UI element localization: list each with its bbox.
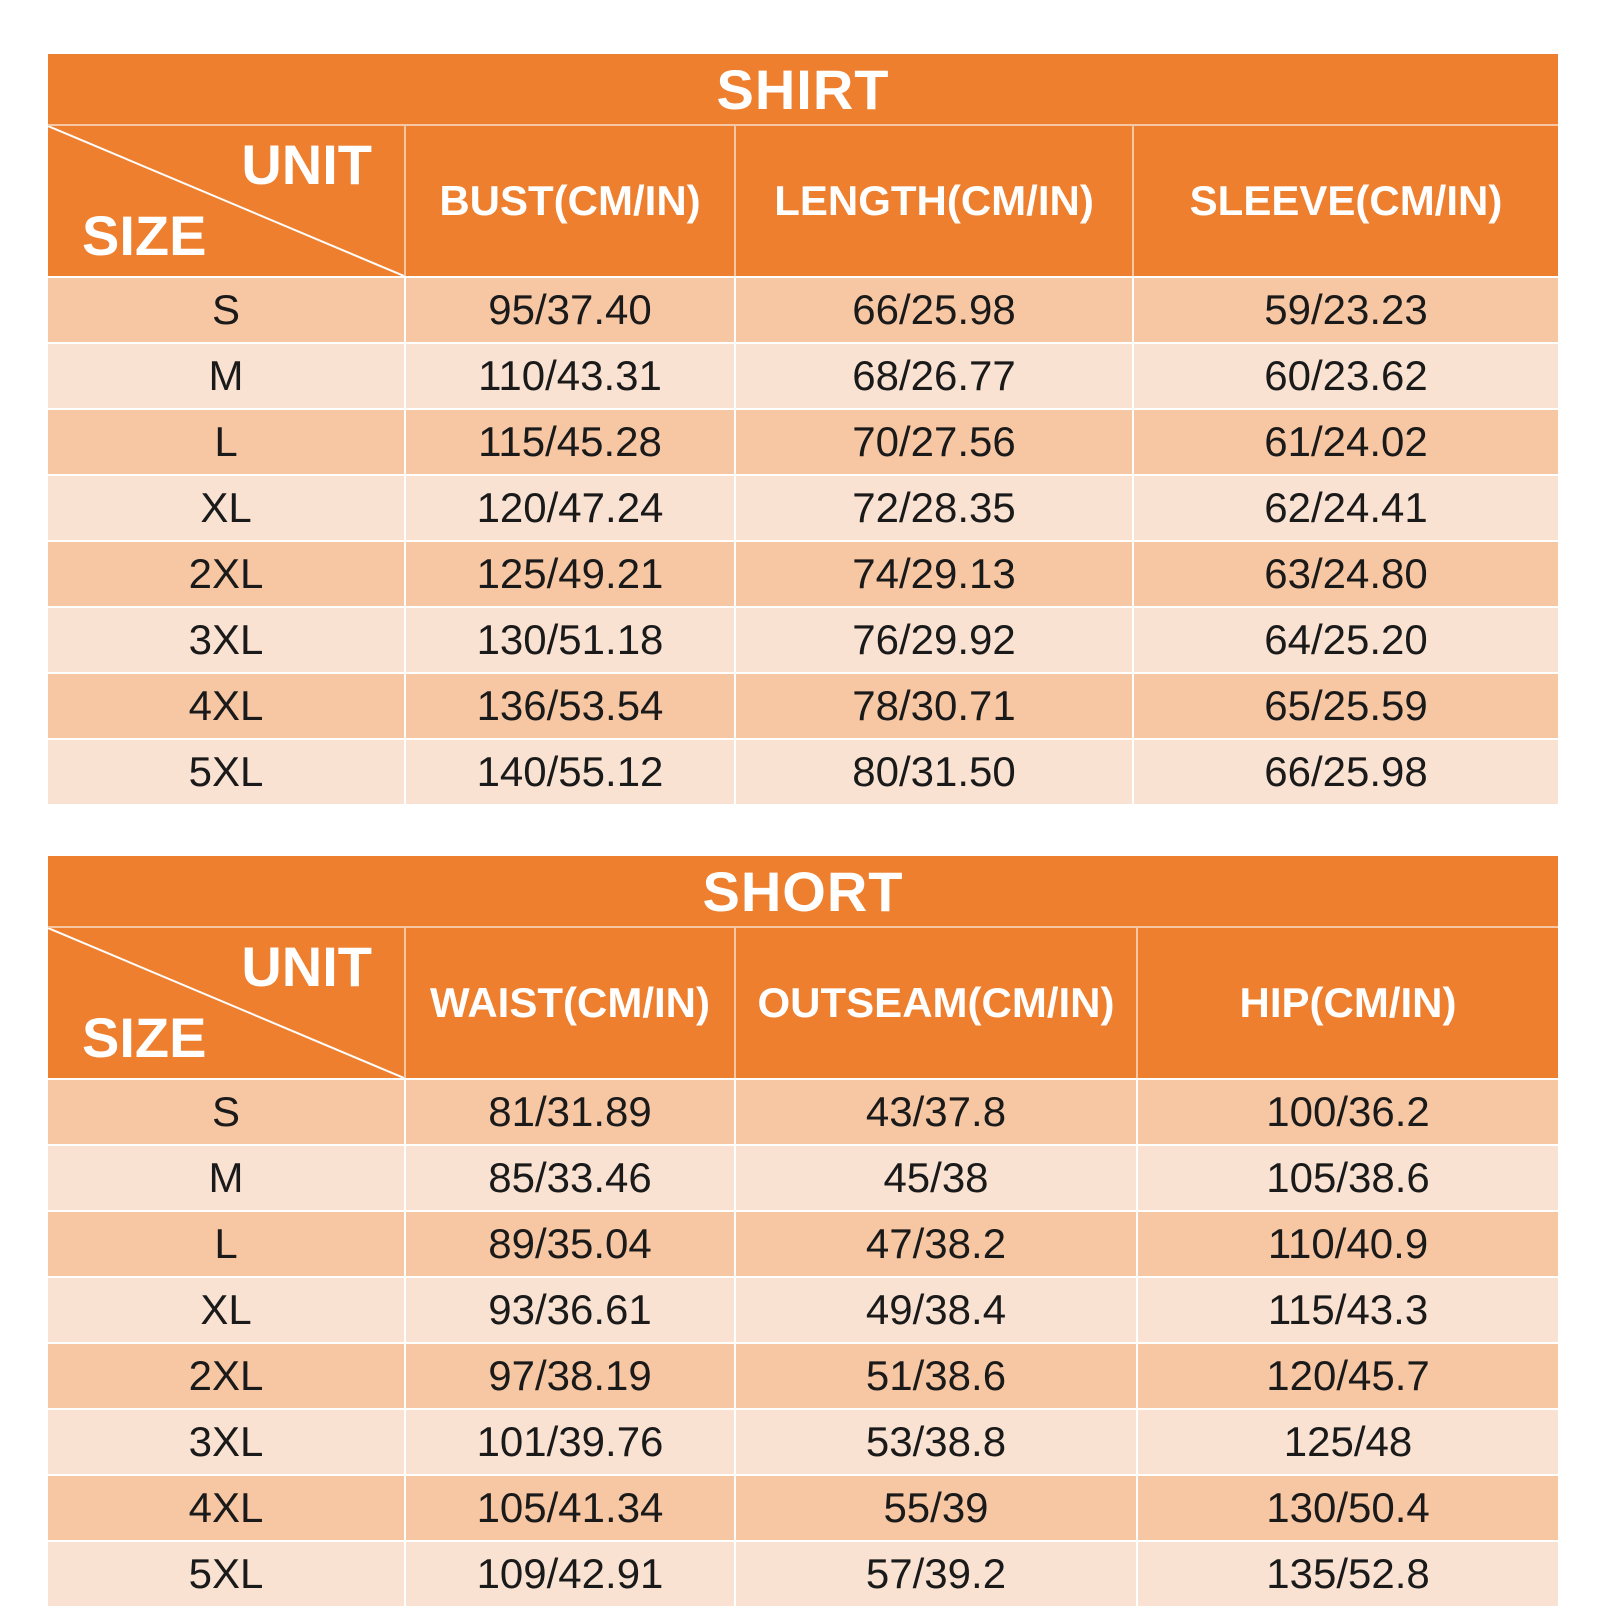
short-table-body — [48, 1078, 1558, 1606]
column-header-sleeve: SLEEVE(CM/IN) — [1132, 126, 1558, 276]
table-row — [48, 1078, 1558, 1144]
size-cell: 2XL — [48, 540, 404, 606]
short-corner-cell — [48, 928, 404, 1078]
table-row — [48, 606, 1558, 672]
outseam-cell: 47/38.2 — [734, 1210, 1136, 1276]
waist-cell: 105/41.34 — [404, 1474, 734, 1540]
outseam-cell: 43/37.8 — [734, 1078, 1136, 1144]
size-cell: 2XL — [48, 1342, 404, 1408]
size-label: SIZE — [82, 204, 207, 267]
column-header-hip: HIP(CM/IN) — [1136, 928, 1558, 1078]
table-row — [48, 1276, 1558, 1342]
table-row — [48, 474, 1558, 540]
size-cell: 3XL — [48, 606, 404, 672]
outseam-cell: 51/38.6 — [734, 1342, 1136, 1408]
size-cell: S — [48, 276, 404, 342]
waist-cell: 85/33.46 — [404, 1144, 734, 1210]
shirt-header-row — [48, 124, 1558, 276]
length-cell: 66/25.98 — [734, 276, 1132, 342]
length-cell: 74/29.13 — [734, 540, 1132, 606]
sleeve-cell: 64/25.20 — [1132, 606, 1558, 672]
waist-cell: 93/36.61 — [404, 1276, 734, 1342]
bust-cell: 95/37.40 — [404, 276, 734, 342]
unit-label: UNIT — [241, 935, 372, 998]
length-cell: 70/27.56 — [734, 408, 1132, 474]
sleeve-cell: 63/24.80 — [1132, 540, 1558, 606]
table-row — [48, 1144, 1558, 1210]
size-cell: 5XL — [48, 1540, 404, 1606]
hip-cell: 115/43.3 — [1136, 1276, 1558, 1342]
outseam-cell: 53/38.8 — [734, 1408, 1136, 1474]
size-cell: XL — [48, 474, 404, 540]
table-row — [48, 408, 1558, 474]
hip-cell: 125/48 — [1136, 1408, 1558, 1474]
sleeve-cell: 65/25.59 — [1132, 672, 1558, 738]
waist-cell: 109/42.91 — [404, 1540, 734, 1606]
size-cell: 3XL — [48, 1408, 404, 1474]
shirt-size-table — [48, 54, 1558, 804]
hip-cell: 110/40.9 — [1136, 1210, 1558, 1276]
sleeve-cell: 60/23.62 — [1132, 342, 1558, 408]
table-row — [48, 1342, 1558, 1408]
size-cell: 4XL — [48, 1474, 404, 1540]
shirt-corner-cell — [48, 126, 404, 276]
hip-cell: 100/36.2 — [1136, 1078, 1558, 1144]
hip-cell: 135/52.8 — [1136, 1540, 1558, 1606]
short-header-row — [48, 926, 1558, 1078]
bust-cell: 120/47.24 — [404, 474, 734, 540]
hip-cell: 120/45.7 — [1136, 1342, 1558, 1408]
sleeve-cell: 62/24.41 — [1132, 474, 1558, 540]
length-cell: 78/30.71 — [734, 672, 1132, 738]
length-cell: 72/28.35 — [734, 474, 1132, 540]
table-row — [48, 1408, 1558, 1474]
size-cell: M — [48, 342, 404, 408]
table-row — [48, 1474, 1558, 1540]
column-header-bust: BUST(CM/IN) — [404, 126, 734, 276]
waist-cell: 81/31.89 — [404, 1078, 734, 1144]
size-cell: S — [48, 1078, 404, 1144]
table-row — [48, 1540, 1558, 1606]
column-header-outseam: OUTSEAM(CM/IN) — [734, 928, 1136, 1078]
bust-cell: 140/55.12 — [404, 738, 734, 804]
hip-cell: 105/38.6 — [1136, 1144, 1558, 1210]
short-table-title: SHORT — [48, 856, 1558, 926]
sleeve-cell: 66/25.98 — [1132, 738, 1558, 804]
short-size-table — [48, 856, 1558, 1606]
size-cell: M — [48, 1144, 404, 1210]
shirt-table-title: SHIRT — [48, 54, 1558, 124]
waist-cell: 89/35.04 — [404, 1210, 734, 1276]
waist-cell: 101/39.76 — [404, 1408, 734, 1474]
table-row — [48, 738, 1558, 804]
column-header-length: LENGTH(CM/IN) — [734, 126, 1132, 276]
outseam-cell: 55/39 — [734, 1474, 1136, 1540]
outseam-cell: 49/38.4 — [734, 1276, 1136, 1342]
unit-label: UNIT — [241, 133, 372, 196]
size-cell: XL — [48, 1276, 404, 1342]
table-row — [48, 672, 1558, 738]
shirt-table-body — [48, 276, 1558, 804]
length-cell: 68/26.77 — [734, 342, 1132, 408]
outseam-cell: 45/38 — [734, 1144, 1136, 1210]
bust-cell: 136/53.54 — [404, 672, 734, 738]
bust-cell: 115/45.28 — [404, 408, 734, 474]
hip-cell: 130/50.4 — [1136, 1474, 1558, 1540]
bust-cell: 125/49.21 — [404, 540, 734, 606]
length-cell: 80/31.50 — [734, 738, 1132, 804]
sleeve-cell: 61/24.02 — [1132, 408, 1558, 474]
size-cell: L — [48, 408, 404, 474]
size-label: SIZE — [82, 1006, 207, 1069]
sleeve-cell: 59/23.23 — [1132, 276, 1558, 342]
size-cell: 4XL — [48, 672, 404, 738]
table-row — [48, 540, 1558, 606]
size-cell: 5XL — [48, 738, 404, 804]
bust-cell: 130/51.18 — [404, 606, 734, 672]
size-cell: L — [48, 1210, 404, 1276]
table-row — [48, 342, 1558, 408]
waist-cell: 97/38.19 — [404, 1342, 734, 1408]
table-row — [48, 1210, 1558, 1276]
outseam-cell: 57/39.2 — [734, 1540, 1136, 1606]
table-row — [48, 276, 1558, 342]
length-cell: 76/29.92 — [734, 606, 1132, 672]
bust-cell: 110/43.31 — [404, 342, 734, 408]
column-header-waist: WAIST(CM/IN) — [404, 928, 734, 1078]
